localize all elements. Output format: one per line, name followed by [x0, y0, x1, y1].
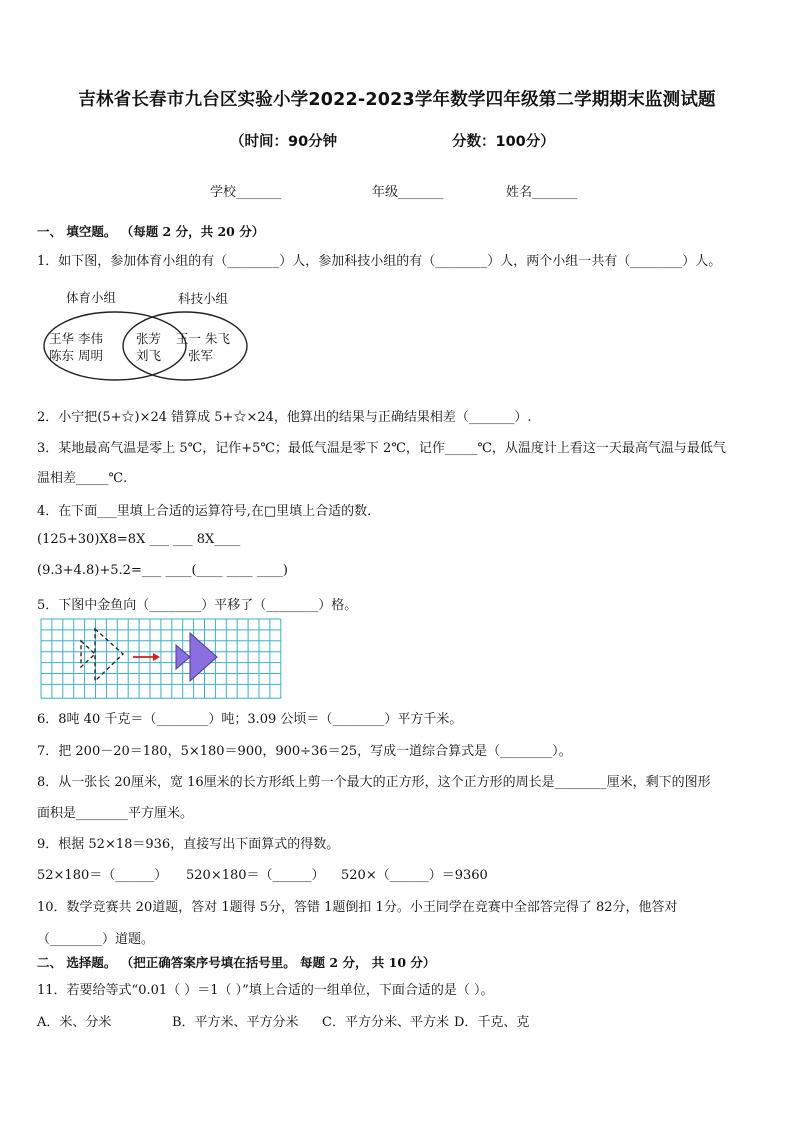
question-9-expr3: 520×（______）＝9360 [341, 868, 488, 883]
question-2: 2．小宁把(5+☆)×24 错算成 5+☆×24，他算出的结果与正确结果相差（_______）. [37, 410, 532, 425]
school-field[interactable]: 学校_______ [210, 185, 282, 200]
question-11-option-b[interactable]: B．平方米、平方分米 [172, 1015, 299, 1030]
venn-left-label: 体育小组 [66, 290, 117, 305]
venn-right-names-row1: 王一 朱飞 [176, 331, 230, 346]
venn-middle-names-row2: 刘飞 [136, 348, 162, 363]
question-8-line1: 8．从一张长 20厘米，宽 16厘米的长方形纸上剪一个最大的正方形，这个正方形的周长是________厘米，剩下的图形 [37, 775, 711, 790]
question-4-expr1: (125+30)X8=8X ___ ___ 8X____ [37, 532, 241, 547]
section2-heading: 二、 选择题。 （把正确答案序号填在括号里。 每题 2 分， 共 10 分） [37, 955, 436, 970]
question-11-option-a[interactable]: A．米、分米 [37, 1015, 112, 1030]
section1-heading: 一、 填空题。 （每题 2 分，共 20 分） [37, 224, 265, 239]
grade-field[interactable]: 年级_______ [372, 185, 444, 200]
question-9-expr2: 520×180＝（______） [186, 868, 325, 883]
question-7: 7．把 200－20＝180，5×180＝900，900÷36＝25，写成一道综合算式是（________）。 [37, 744, 572, 759]
question-6: 6．8吨 40 千克＝（________）吨；3.09 公顷＝（________）平方千米。 [37, 712, 463, 727]
venn-middle-names-row1: 张芳 [136, 331, 162, 346]
grid-lines [41, 619, 281, 698]
question-10-line2: （________）道题。 [37, 932, 155, 947]
exam-time: （时间：90分钟 [230, 134, 338, 150]
exam-score: 分数：100分） [452, 134, 555, 150]
fish-grid-figure [39, 617, 287, 701]
question-3-line1: 3．某地最高气温是零上 5℃，记作+5℃；最低气温是零下 2℃，记作_____℃，从温度计上看这一天最高气温与最低气 [37, 441, 726, 456]
question-11-option-c[interactable]: C．平方分米、平方米 [322, 1015, 449, 1030]
question-11: 11．若要给等式“0.01（ ）＝1（ ）”填上合适的一组单位，下面合适的是（ ）。 [37, 983, 494, 998]
question-9-expr1: 52×180＝（______） [37, 868, 168, 883]
venn-right-names-row2: 张军 [188, 348, 214, 363]
name-field[interactable]: 姓名_______ [506, 185, 578, 200]
question-1: 1．如下图，参加体育小组的有（________）人，参加科技小组的有（________）人，两个小组一共有（________）人。 [37, 254, 722, 269]
venn-left-names-row2: 陈东 周明 [49, 348, 103, 363]
fish-grid-svg [39, 617, 287, 701]
translation-arrow-head [153, 653, 160, 661]
question-3-line2: 温相差_____℃. [37, 471, 128, 486]
question-5: 5．下图中金鱼向（________）平移了（________）格。 [37, 598, 358, 613]
question-9: 9．根据 52×18＝936，直接写出下面算式的得数。 [37, 837, 340, 852]
question-11-option-d[interactable]: D．千克、克 [454, 1015, 530, 1030]
question-10-line1: 10．数学竞赛共 20道题，答对 1题得 5分，答错 1题倒扣 1分。小王同学在竞赛中全部答完得了 82分，他答对 [37, 900, 678, 915]
question-4-expr2: (9.3+4.8)+5.2=___ ____(____ ____ ____) [37, 563, 288, 578]
question-4: 4．在下面___里填上合适的运算符号,在□里填上合适的数． [37, 504, 381, 519]
venn-left-names-row1: 王华 李伟 [49, 331, 103, 346]
page-title: 吉林省长春市九台区实验小学2022-2023学年数学四年级第二学期期末监测试题 [78, 90, 716, 110]
question-8-line2: 面积是________平方厘米。 [37, 806, 194, 821]
venn-diagram [40, 284, 250, 384]
venn-right-label: 科技小组 [178, 291, 229, 306]
